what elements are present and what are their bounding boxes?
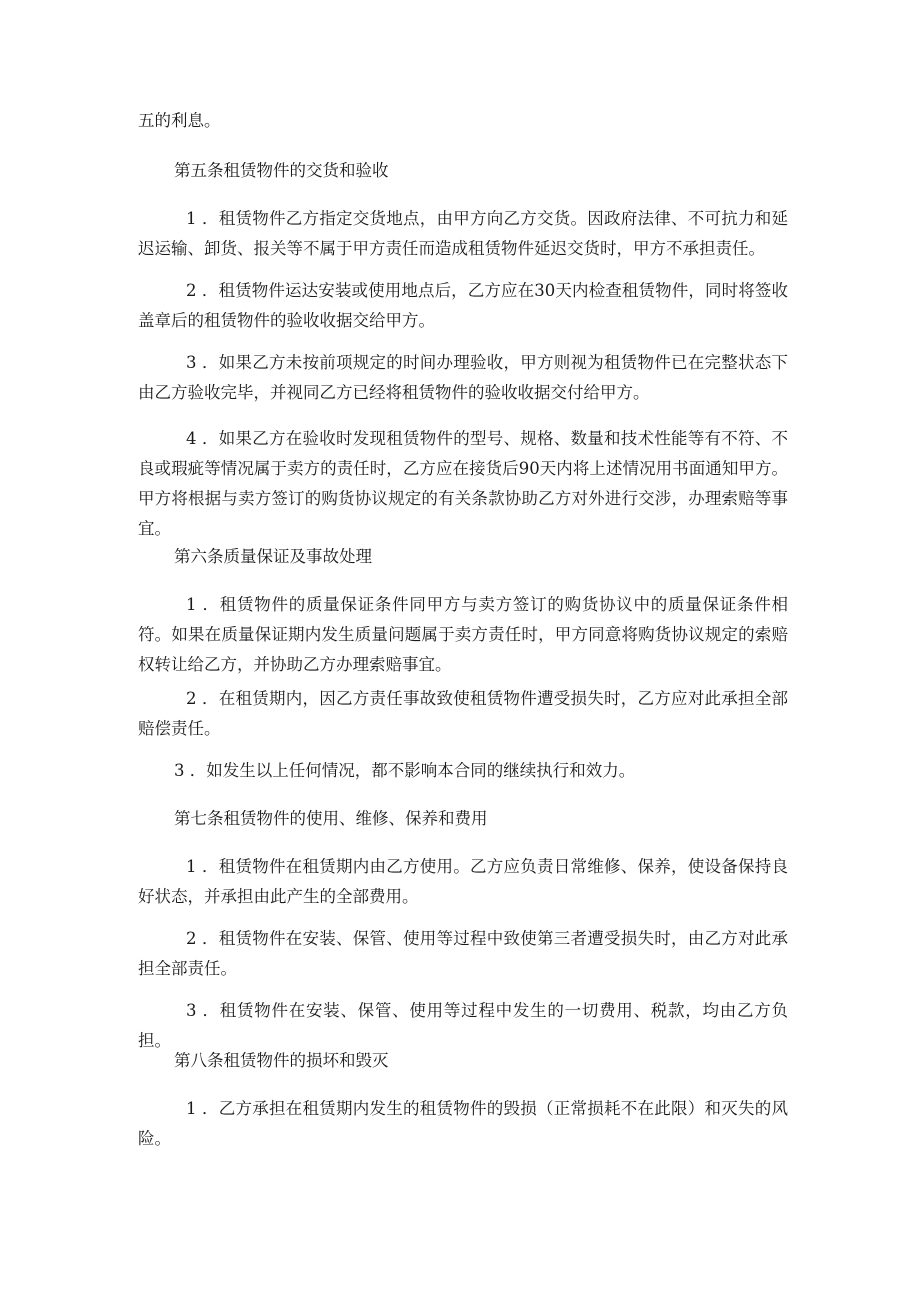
paragraph-6-3: 3 ．如发生以上任何情况，都不影响本合同的继续执行和效力。 xyxy=(174,761,636,780)
paragraph-6-1: 1 ．租赁物件的质量保证条件同甲方与卖方签订的购货协议中的质量保证条件相符。如果在质量保证期内发生质量问题属于卖方责任时，甲方同意将购货协议规定的索赔权转让给乙方，并协助乙方办理索赔事宜。 xyxy=(138,595,788,674)
paragraph-5-4: 4 ．如果乙方在验收时发现租赁物件的型号、规格、数量和技术性能等有不符、不良或瑕疵等情况属于卖方的责任时，乙方应在接货后90天内将上述情况用书面通知甲方。甲方将根据与卖方签订的购货协议规定的有关条款协助乙方对外进行交涉，办理索赔等事宜。 xyxy=(138,429,788,538)
paragraph-7-2: 2 ．租赁物件在安装、保管、使用等过程中致使第三者遭受损失时，由乙方对此承担全部责任。 xyxy=(138,929,788,978)
heading-article-5: 第五条租赁物件的交货和验收 xyxy=(174,161,389,180)
paragraph-5-3: 3 ．如果乙方未按前项规定的时间办理验收，甲方则视为租赁物件已在完整状态下由乙方验收完毕，并视同乙方已经将租赁物件的验收收据交付给甲方。 xyxy=(138,353,788,402)
paragraph-7-1: 1 ．租赁物件在租赁期内由乙方使用。乙方应负责日常维修、保养，使设备保持良好状态，并承担由此产生的全部费用。 xyxy=(138,857,788,906)
paragraph-interest-tail: 五的利息。 xyxy=(138,111,221,130)
paragraph-8-1: 1 ．乙方承担在租赁期内发生的租赁物件的毁损（正常损耗不在此限）和灭失的风险。 xyxy=(138,1099,788,1148)
heading-article-6: 第六条质量保证及事故处理 xyxy=(174,547,372,566)
heading-article-7: 第七条租赁物件的使用、维修、保养和费用 xyxy=(174,809,488,828)
heading-article-8: 第八条租赁物件的损坏和毁灭 xyxy=(174,1051,389,1070)
paragraph-5-2: 2 ．租赁物件运达安装或使用地点后，乙方应在30天内检查租赁物件，同时将签收盖章后的租赁物件的验收收据交给甲方。 xyxy=(138,281,788,330)
paragraph-6-2: 2 ．在租赁期内，因乙方责任事故致使租赁物件遭受损失时，乙方应对此承担全部赔偿责任。 xyxy=(138,689,788,738)
paragraph-7-3: 3 ．租赁物件在安装、保管、使用等过程中发生的一切费用、税款，均由乙方负担。 xyxy=(138,1001,788,1050)
paragraph-5-1: 1 ．租赁物件乙方指定交货地点，由甲方向乙方交货。因政府法律、不可抗力和延迟运输、卸货、报关等不属于甲方责任而造成租赁物件延迟交货时，甲方不承担责任。 xyxy=(138,209,788,258)
